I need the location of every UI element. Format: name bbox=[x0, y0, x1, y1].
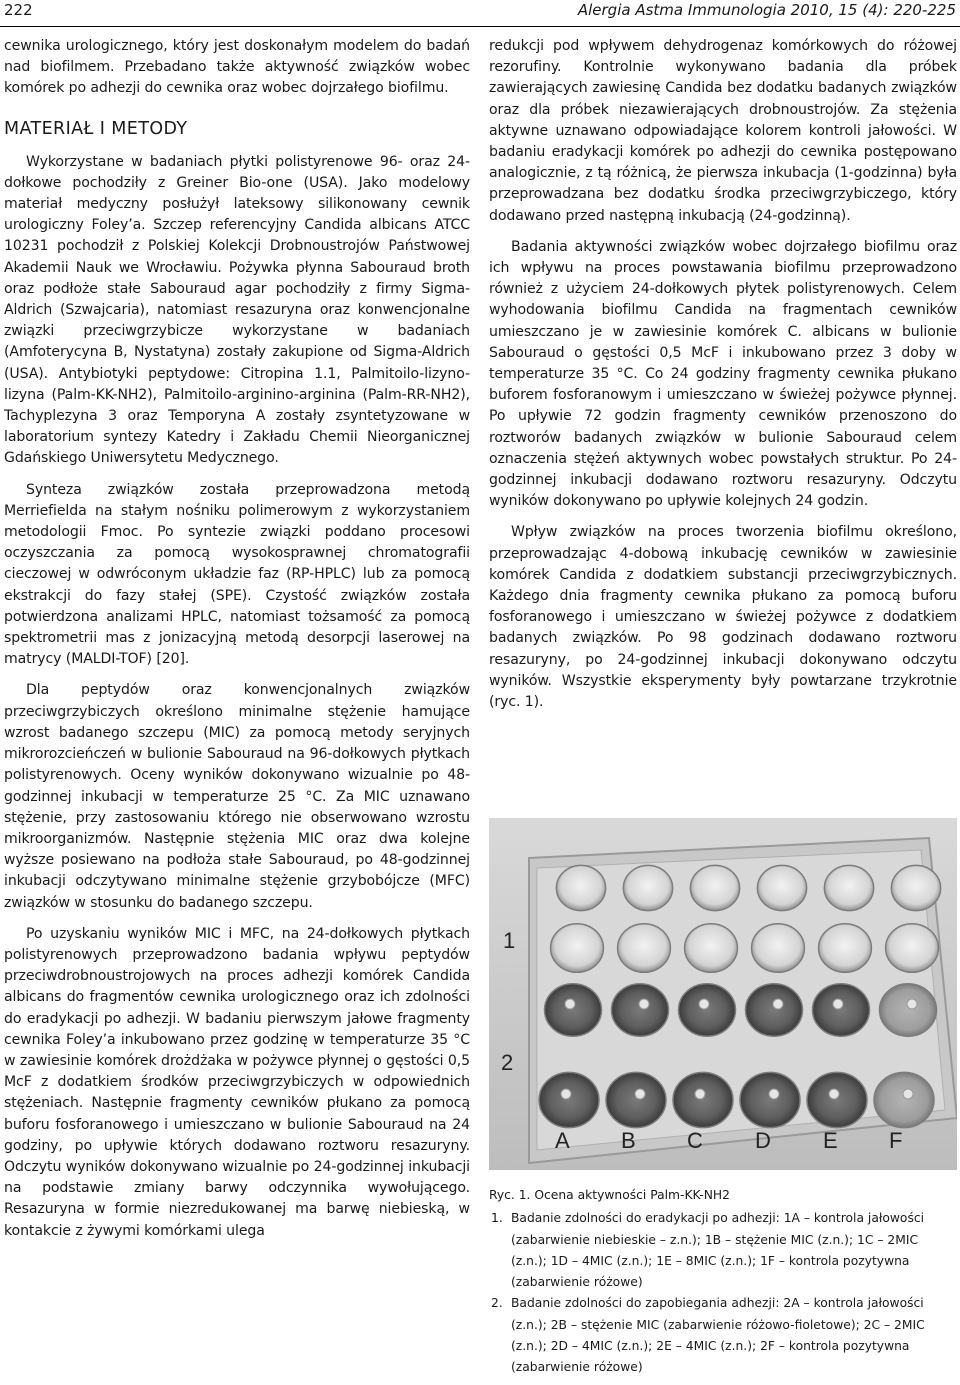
plate-well bbox=[673, 1072, 733, 1127]
catheter-fragment bbox=[907, 999, 917, 1009]
column-label-d: D bbox=[755, 1128, 771, 1153]
column-label-c: C bbox=[687, 1128, 703, 1153]
catheter-fragment bbox=[635, 1089, 645, 1099]
column-label-f: F bbox=[889, 1128, 903, 1153]
plate-well bbox=[679, 984, 736, 1036]
page-number: 222 bbox=[4, 1, 33, 19]
right-column bbox=[489, 36, 957, 713]
catheter-fragment bbox=[833, 999, 843, 1009]
plate-well bbox=[880, 984, 937, 1036]
journal-citation: Alergia Astma Immunologia 2010, 15 (4): 220-225 bbox=[577, 1, 956, 19]
caption-item bbox=[489, 1293, 957, 1378]
catheter-fragment bbox=[903, 1089, 913, 1099]
catheter-fragment bbox=[699, 999, 709, 1009]
plate-well bbox=[612, 984, 669, 1036]
catheter-fragment bbox=[639, 999, 649, 1009]
paragraph: Wykorzystane w badaniach płytki polistyrenowe 96- oraz 24-dołkowe pochodziły z Greiner Bio-one (USA). Jako modelowy materiał medyczny posłużył lateksowy silikonowany cewnik urologiczny Foley’a. Szczep referencyjny Candida albicans ATCC 10231 pochodził z Polskiej Kolekcji Drobnoustrojów Państwowej Akademii Nauk we Wrocławiu. Pożywka płynna Sabouraud broth oraz podłoże stałe Sabouraud agar pochodziły z firmy Sigma-Aldrich (Szwajcaria), natomiast resazuryna oraz konwencjonalne związki przeciwgrzybicze wykorzystane w badaniach (Amfoterycyna B, Nystatyna) zostały zakupione od Sigma-Aldrich (USA). Antybiotyki peptydowe: Citropina 1.1, Palmitoilo-lizyno-lizyna (Palm-KK-NH2), Palmitoilo-arginino-arginina (Palm-RR-NH2), Tachyplezyna 3 oraz Temporyna A zostały zsyntetyzowane w laboratorium syntezy Katedry i Zakładu Chemii Nieorganicznej Gdańskiego Uniwersytetu Medycznego. bbox=[4, 153, 470, 467]
plate-well bbox=[539, 1072, 599, 1127]
plate-well bbox=[685, 924, 738, 973]
plate-well bbox=[874, 1072, 934, 1127]
figure-well-plate-photo bbox=[489, 818, 957, 1170]
plate-well bbox=[618, 924, 671, 973]
column-label-a: A bbox=[555, 1128, 570, 1153]
plate-well bbox=[819, 924, 872, 973]
caption-item-text: Badanie zdolności do eradykacji po adhezji: 1A – kontrola jałowości (zabarwienie niebieskie – z.n.); 1B – stężenie MIC (z.n.); 1C – 2MIC (z.n.); 1D – 4MIC (z.n.); 1E – 8MIC (z.n.); 1F – kontrola pozytywna (zabarwienie różowe) bbox=[511, 1211, 925, 1290]
running-header bbox=[0, 0, 960, 27]
column-label-e: E bbox=[823, 1128, 838, 1153]
catheter-fragment bbox=[829, 1089, 839, 1099]
plate-well bbox=[824, 865, 873, 910]
plate-well bbox=[606, 1072, 666, 1127]
paragraph: Synteza związków została przeprowadzona metodą Merriefielda na stałym nośniku polimerowym z wykorzystaniem metodologii Fmoc. Po syntezie związki poddano procesowi oczyszczania za pomocą wysokosprawnej chromatografii cieczowej w odwróconym układzie faz (RP-HPLC) lub za pomocą ekstrakcji do fazy stałej (SPE). Czystość związków została potwierdzona analizami HPLC, natomiast tożsamość za pomocą spektrometrii mas z jonizacyjną metodą desorpcji laserowej na matrycy (MALDI-TOF) [20]. bbox=[4, 481, 470, 668]
catheter-fragment bbox=[695, 1089, 705, 1099]
paragraph: redukcji pod wpływem dehydrogenaz komórkowych do różowej rezorufiny. Kontrolnie wykonywano badania dla próbek zawierających zawiesinę Candida bez dodatku badanych związków oraz dla próbek niezawierających drobnoustrojów. Za stężenia aktywne uznawano odpowiadające kolorem kontroli jałowości. W badaniu eradykacji komórek po adhezji do cewnika postępowano analogicznie, z tą różnicą, że pierwsza inkubacja (1-godzinna) była przeprowadzana bez dodatku środka przeciwgrzybiczego, który dodawano przed następną inkubacją (24-godzinną). bbox=[489, 38, 957, 224]
paragraph: Po uzyskaniu wyników MIC i MFC, na 24-dołkowych płytkach polistyrenowych przeprowadzono badania wpływu peptydów przeciwdrobnoustrojowych na proces adhezji komórek Candida albicans do fragmentów cewnika urologicznego oraz ich zdolności do eradykacji po adhezji. W badaniu pierwszym jałowe fragmenty cewnika Foley’a inkubowano przez godzinę w temperaturze 35 °C w zawiesinie komórek drożdżaka w pożywce płynnej o gęstości 0,5 McF z dodatkiem środków przeciwgrzybiczych w odpowiednich stężeniach. Następnie fragmenty cewników płukano za pomocą buforu fosforanowego i umieszczano w bulionie Sabouraud na 24 godziny, po upływie których dodawano roztworu resazuryny. Odczytu wyników dokonywano wizualnie po 24-godzinnej inkubacji na podstawie zmiany barwy odczynnika wywołującego. Resazuryna w formie niezredukowanej ma barwę niebieską, w kontakcie z żywymi komórkami ulega bbox=[4, 925, 470, 1239]
plate-well bbox=[757, 865, 806, 910]
caption-item-number: 2. bbox=[491, 1296, 503, 1311]
plate-well bbox=[545, 984, 602, 1036]
column-label-b: B bbox=[621, 1128, 636, 1153]
catheter-fragment bbox=[561, 1089, 571, 1099]
paragraph: Dla peptydów oraz konwencjonalnych związków przeciwgrzybiczych określono minimalne stężenie hamujące wzrost badanego szczepu (MIC) za pomocą metody seryjnych mikrorozcieńczeń w bulionie Sabouraud na 96-dołkowych płytkach polistyrenowych. Oceny wyników dokonywano wizualnie po 48-godzinnej inkubacji w temperaturze 25 °C. Za MIC uznawano stężenie, przy zastosowaniu którego nie obserwowano wzrostu mikroorganizmów. Następnie stężenia MIC oraz dwa kolejne wyższe posiewano na podłoża stałe Sabouraud, po 48-godzinnej inkubacji odczytywano minimalne stężenie grzybobójcze (MFC) związków w stosunku do badanego szczepu. bbox=[4, 682, 470, 911]
plate-well bbox=[746, 984, 803, 1036]
plate-well bbox=[690, 865, 739, 910]
figure-caption bbox=[489, 1185, 957, 1379]
catheter-fragment bbox=[565, 999, 575, 1009]
left-column bbox=[4, 36, 470, 1242]
plate-well bbox=[551, 924, 604, 973]
paragraph: cewnika urologicznego, który jest doskonałym modelem do badań nad biofilmem. Przebadano także aktywność związków wobec komórek po adhezji do cewnika oraz wobec dojrzałego biofilmu. bbox=[4, 38, 470, 97]
plate-well bbox=[813, 984, 870, 1036]
paragraph: Wpływ związków na proces tworzenia biofilmu określono, przeprowadzając 4-dobową inkubację cewników w zawiesinie komórek Candida z dodatkiem substancji przeciwgrzybicznych. Każdego dnia fragmenty cewnika płukano za pomocą buforu fosforanowego i umieszczano w świeżej pożywce z dodatkiem badanych związków. Po 98 godzinach dodawano roztworu resazuryny, po 24-godzinnej inkubacji dokonywano odczytu wyników. Wszystkie eksperymenty były powtarzane trzykrotnie (ryc. 1). bbox=[489, 524, 957, 711]
row-label-1: 1 bbox=[503, 928, 516, 953]
section-heading: MATERIAŁ I METODY bbox=[4, 118, 188, 139]
plate-well bbox=[891, 865, 940, 910]
plate-well bbox=[807, 1072, 867, 1127]
plate-well bbox=[556, 865, 605, 910]
plate-well bbox=[740, 1072, 800, 1127]
plate-well bbox=[752, 924, 805, 973]
caption-item bbox=[489, 1208, 957, 1293]
caption-list bbox=[489, 1208, 957, 1378]
caption-title: Ryc. 1. Ocena aktywności Palm-KK-NH2 bbox=[489, 1188, 731, 1202]
caption-item-number: 1. bbox=[491, 1211, 503, 1226]
plate-well bbox=[886, 924, 939, 973]
well-plate-image bbox=[489, 818, 957, 1170]
row-label-2: 2 bbox=[501, 1050, 514, 1075]
caption-item-text: Badanie zdolności do zapobiegania adhezji: 2A – kontrola jałowości (z.n.); 2B – stężenie MIC (zabarwienie różowo-fioletowe); 2C – 2MIC (z.n.); 2D – 4MIC (z.n.); 2E – 4MIC (z.n.); 2F – kontrola pozytywna (zabarwienie różowe) bbox=[511, 1296, 925, 1375]
plate-well bbox=[623, 865, 672, 910]
catheter-fragment bbox=[769, 1089, 779, 1099]
paragraph: Badania aktywności związków wobec dojrzałego biofilmu oraz ich wpływu na proces powstawania biofilmu przeprowadzono również z użyciem 24-dołkowych płytek polistyrenowych. Celem wyhodowania biofilmu Candida na fragmentach cewników umieszczano je w zawiesinie komórek C. albicans w bulionie Sabouraud o gęstości 0,5 McF i inkubowano przez 3 doby w temperaturze 35 °C. Co 24 godziny fragmenty cewnika płukano buforem fosforanowym i umieszczano w świeżej pożywce płynnej. Po upływie 72 godzin fragmenty cewników przenoszono do roztworów badanych związków w bulionie Sabouraud celem oznaczenia stężeń aktywnych wobec powstałych struktur. Po 24-godzinnej inkubacji dodawano roztworu resazuryny. Odczytu wyników dokonywano po upływie kolejnych 24 godzin. bbox=[489, 238, 957, 510]
catheter-fragment bbox=[773, 999, 783, 1009]
